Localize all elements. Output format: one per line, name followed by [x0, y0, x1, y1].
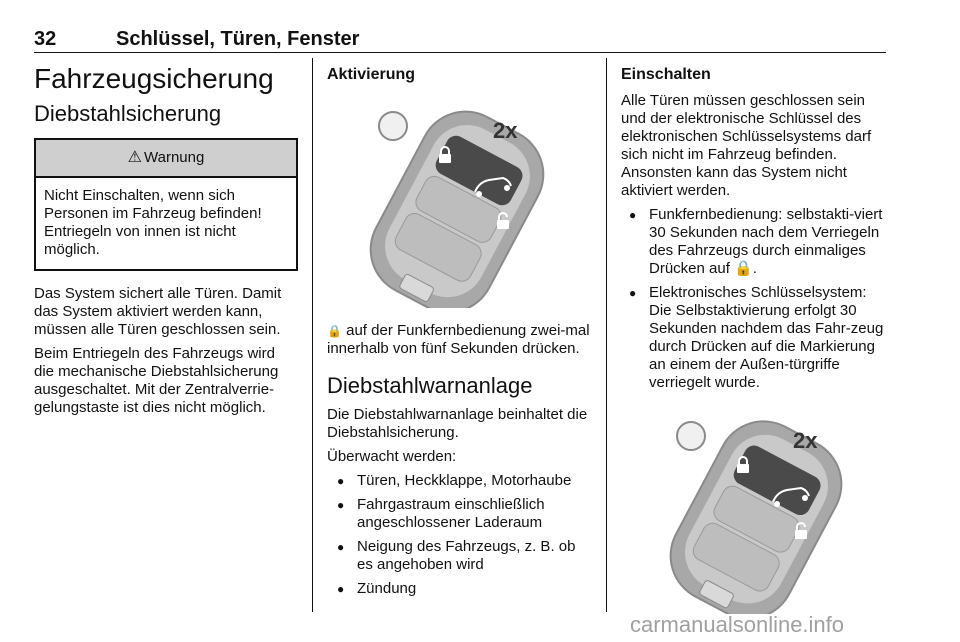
paragraph: Die Diebstahlwarnanlage beinhaltet die Diebstahlsicherung.	[327, 406, 588, 441]
subheading-aktivierung: Aktivierung	[327, 66, 416, 83]
list-item: ● Elektronisches Schlüsselsystem: Die Selbstaktivierung erfolgt 30 Sekunden nachdem das Fahr‐zeug durch Drücken auf die Markierung an einem der Außen‐türgriffe verriegelt wurde.	[621, 284, 886, 392]
column-divider-right	[606, 58, 607, 612]
section-heading: Fahrzeugsicherung	[34, 63, 274, 94]
watermark: carmanualsonline.info	[630, 612, 845, 637]
column-left	[34, 58, 298, 423]
subsection-heading: Diebstahlsicherung	[34, 101, 222, 126]
press-count-label: 2x	[793, 428, 818, 453]
paragraph: Überwacht werden:	[327, 448, 457, 465]
paragraph: Das System sichert alle Türen. Damit das System aktiviert werden kann, müssen alle Türen geschlossen sein.	[34, 285, 282, 338]
warning-box	[34, 138, 298, 271]
running-header	[34, 28, 886, 52]
list-item: ● Neigung des Fahrzeugs, z. B. ob es angehoben wird	[327, 538, 590, 574]
press-count-label: 2x	[493, 118, 518, 143]
subsection-heading: Diebstahlwarnanlage	[327, 373, 533, 398]
paragraph: Beim Entriegeln des Fahrzeugs wird die mechanische Diebstahlsicherung ausgeschaltet. Mit der Zentralverrie‐gelungstaste ist dies nicht möglich.	[34, 345, 279, 416]
running-title: Schlüssel, Türen, Fenster	[116, 28, 360, 50]
subheading-einschalten: Einschalten	[621, 66, 711, 83]
warning-header	[36, 140, 296, 178]
warning-text: Nicht Einschalten, wenn sich Personen im Fahrzeug befinden! Entriegeln von innen ist nicht möglich.	[44, 187, 262, 258]
monitored-list	[327, 472, 590, 598]
key-fob-figure	[621, 406, 886, 614]
key-fob-figure	[327, 94, 590, 308]
lock-icon: 🔒	[327, 324, 342, 338]
activation-list	[621, 206, 886, 392]
list-item: ● Fahrgastraum einschließlich angeschlossener Laderaum	[327, 496, 590, 532]
column-divider-left	[312, 58, 313, 612]
header-rule	[34, 52, 886, 53]
list-item: ● Türen, Heckklappe, Motorhaube	[327, 472, 590, 490]
column-right	[621, 58, 886, 628]
column-middle	[327, 58, 590, 604]
paragraph: Alle Türen müssen geschlossen sein und der elektronische Schlüssel des elektronischen Schlüsselsystems darf sich nicht im Fahrzeug befinden. Ansonsten kann das System nicht aktiviert werden.	[621, 92, 872, 199]
page-number: 32	[34, 28, 57, 50]
list-item: ● Funkfernbedienung: selbstakti‐viert 30 Sekunden nach dem Verriegeln des Fahrzeugs durch einmaliges Drücken auf 🔒.	[621, 206, 886, 278]
paragraph: 🔒 auf der Funkfernbedienung zwei‐mal innerhalb von fünf Sekunden drücken.	[327, 322, 590, 357]
list-item: ● Zündung	[327, 580, 590, 598]
warning-title: Warnung	[144, 149, 205, 166]
warning-triangle-icon: ⚠	[127, 149, 143, 166]
